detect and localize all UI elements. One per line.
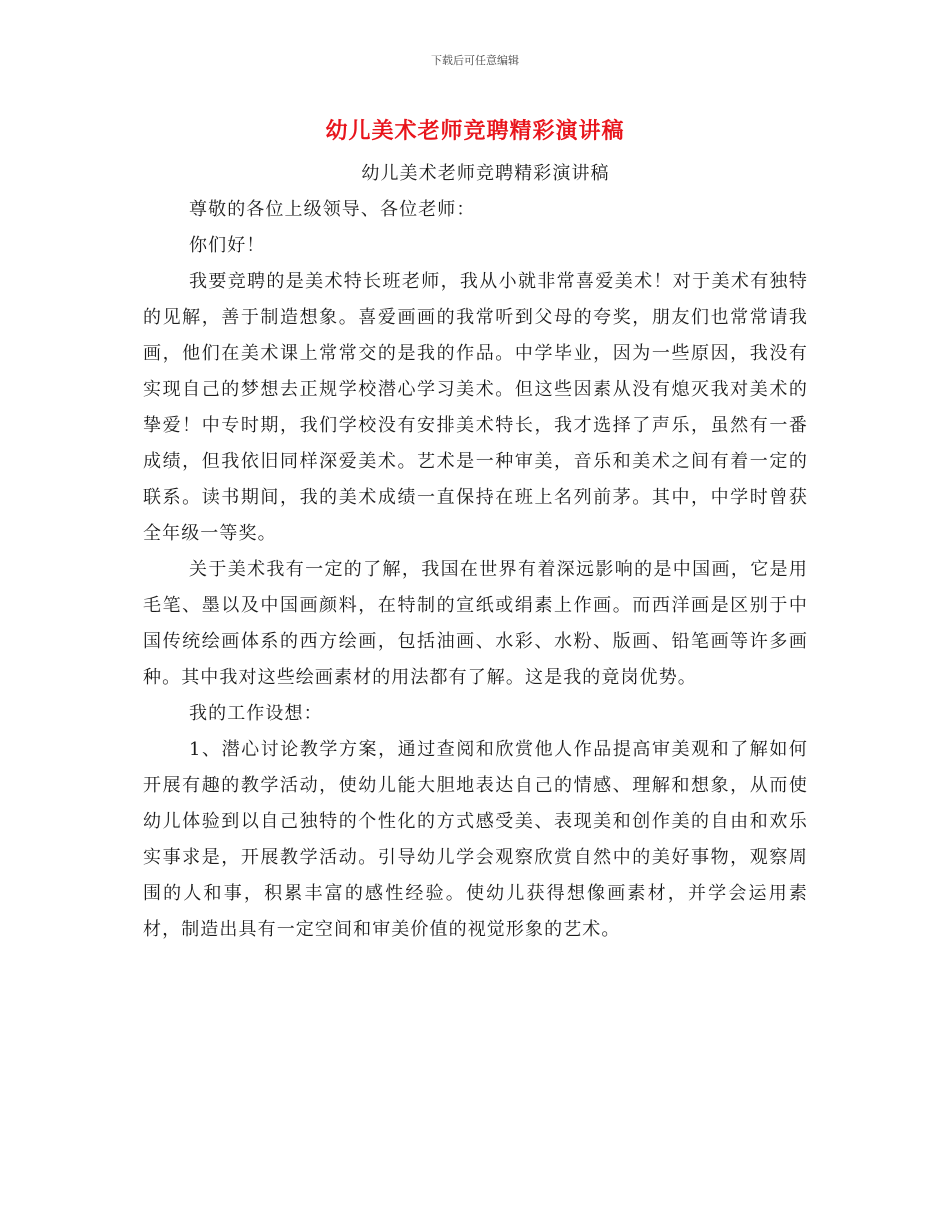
salutation-paragraph: 尊敬的各位上级领导、各位老师： [189,199,476,220]
greeting-paragraph: 你们好！ [189,235,266,256]
document-body [143,156,808,948]
body-paragraph: 我要竞聘的是美术特长班老师，我从小就非常喜爱美术！对于美术有独特的见解，善于制造想象。喜爱画画的我常听到父母的夸奖，朋友们也常常请我画，他们在美术课上常常交的是我的作品。中学毕业，因为一些原因，我没有实现自己的梦想去正规学校潜心学习美术。但这些因素从没有熄灭我对美术的挚爱！中专时期，我们学校没有安排美术特长，我才选择了声乐，虽然有一番成绩，但我依旧同样深爱美术。艺术是一种审美，音乐和美术之间有着一定的联系。读书期间，我的美术成绩一直保持在班上名列前茅。其中，中学时曾获全年级一等奖。 [143,271,808,544]
document-subtitle: 幼儿美术老师竞聘精彩演讲稿 [361,163,610,184]
section-heading-paragraph: 我的工作设想： [189,703,323,724]
document-title: 幼儿美术老师竞聘精彩演讲稿 [325,118,625,144]
body-paragraph: 关于美术我有一定的了解，我国在世界有着深远影响的是中国画，它是用毛笔、墨以及中国画颜料，在特制的宣纸或绢素上作画。而西洋画是区别于中国传统绘画体系的西方绘画，包括油画、水彩、水粉、版画、铅笔画等许多画种。其中我对这些绘画素材的用法都有了解。这是我的竟岗优势。 [143,559,808,688]
body-paragraph: 1、潜心讨论教学方案，通过查阅和欣赏他人作品提高审美观和了解如何开展有趣的教学活动，使幼儿能大胆地表达自己的情感、理解和想象，从而使幼儿体验到以自己独特的个性化的方式感受美、表现美和创作美的自由和欢乐实事求是，开展教学活动。引导幼儿学会观察欣赏自然中的美好事物，观察周围的人和事，积累丰富的感性经验。使幼儿获得想像画素材，并学会运用素材，制造出具有一定空间和审美价值的视觉形象的艺术。 [143,739,808,940]
page-header-note: 下载后可任意编辑 [431,54,519,67]
